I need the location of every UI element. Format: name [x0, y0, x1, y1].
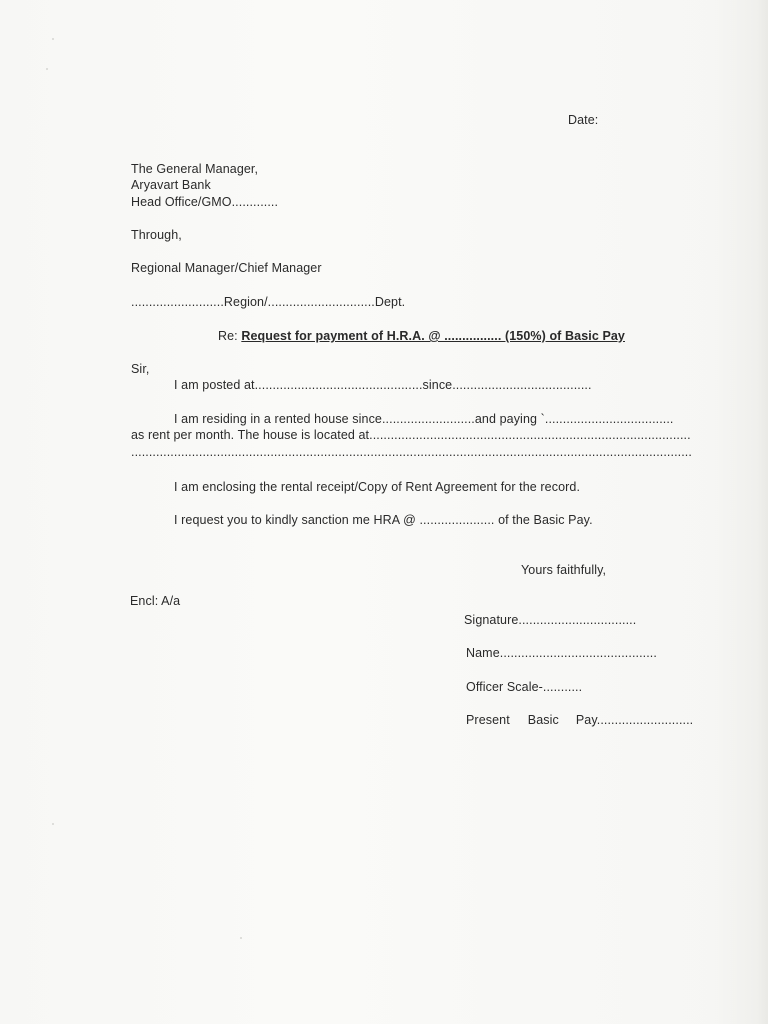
- name-field: Name............................................: [466, 646, 657, 660]
- subject-text: Request for payment of H.R.A. @ ................ (150%) of Basic Pay: [241, 329, 625, 343]
- body-posted-line: I am posted at...............................................since.......................................: [174, 378, 592, 392]
- subject-prefix: Re:: [218, 329, 242, 343]
- scan-speck: [52, 823, 54, 825]
- signature-field: Signature.................................: [464, 613, 637, 627]
- officer-scale-field: Officer Scale-...........: [466, 680, 583, 694]
- salutation: Sir,: [131, 362, 150, 376]
- present-basic-pay-field: [466, 712, 693, 728]
- scan-speck: [52, 38, 54, 40]
- body-request-line: I request you to kindly sanction me HRA @ ..................... of the Basic Pay.: [174, 513, 593, 527]
- basic-word: Basic: [527, 713, 559, 727]
- addressee-line-1: The General Manager,: [131, 162, 259, 176]
- closing-line: Yours faithfully,: [521, 563, 607, 577]
- regional-manager-line: Regional Manager/Chief Manager: [131, 261, 322, 275]
- pay-word: Pay...........................: [575, 713, 694, 727]
- through-label: Through,: [131, 228, 182, 242]
- body-residing-line-2: as rent per month. The house is located at..........................................................................................: [131, 428, 691, 442]
- subject-line: [218, 328, 625, 344]
- scan-speck: [46, 68, 48, 70]
- addressee-line-2: Aryavart Bank: [131, 178, 211, 192]
- present-word: Present: [466, 713, 510, 727]
- scan-edge-shadow: [710, 0, 768, 1024]
- enclosure-line: Encl: A/a: [130, 594, 181, 608]
- body-residing-line-3: .............................................................................................................................................................: [131, 445, 692, 459]
- region-dept-line: ..........................Region/..............................Dept.: [131, 295, 406, 309]
- date-label: Date:: [568, 113, 599, 127]
- body-enclosing-line: I am enclosing the rental receipt/Copy of Rent Agreement for the record.: [174, 480, 581, 494]
- body-residing-line-1: I am residing in a rented house since..........................and paying `....................................: [174, 412, 674, 426]
- addressee-line-3: Head Office/GMO.............: [131, 195, 279, 209]
- scan-speck: [240, 937, 242, 939]
